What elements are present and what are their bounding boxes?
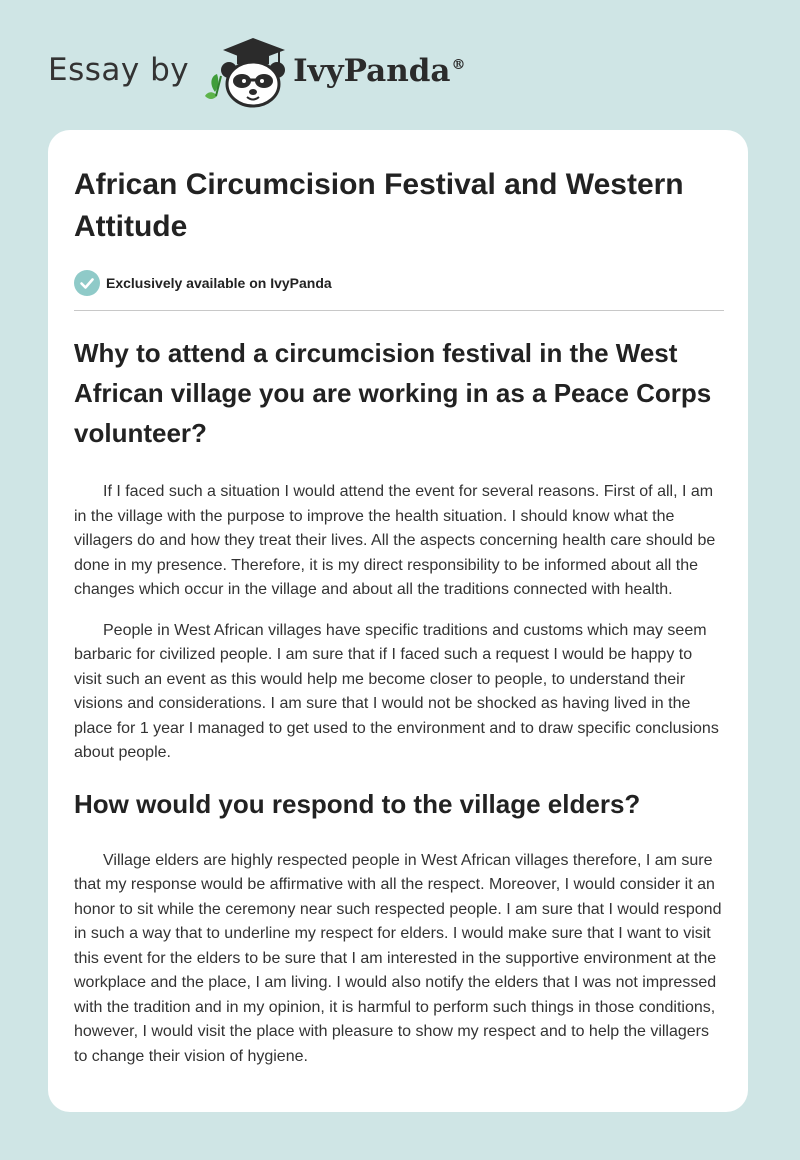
paragraph: People in West African villages have specific traditions and customs which may seem barbaric for civilized people. I am sure that if I faced such a request I would be happy to visit such an event as this would help me become closer to people, to understand their visions and considerations. I am sure that I would not be shocked as having lived in the place for 1 year I managed to get used to the environment and to draw specific conclusions about people.: [74, 621, 719, 761]
essay-content: [74, 164, 724, 1069]
essay-by-label: Essay by: [48, 52, 190, 88]
exclusive-badge-label: Exclusively available on IvyPanda: [106, 275, 332, 291]
check-circle-icon: [74, 270, 100, 296]
panda-graduate-icon[interactable]: [203, 34, 289, 110]
section-heading-respond-elders: How would you respond to the village elders?: [74, 788, 641, 819]
page-title: African Circumcision Festival and Western Attitude: [74, 168, 684, 243]
brand-name[interactable]: IvyPanda®: [293, 53, 466, 89]
registered-mark: ®: [451, 57, 466, 73]
section-heading-why-attend: Why to attend a circumcision festival in the West African village you are working in as a Peace Corps volunteer?: [74, 338, 712, 448]
site-header: [48, 34, 508, 110]
title-divider: [74, 310, 724, 311]
exclusive-badge: [74, 270, 724, 296]
paragraph: Village elders are highly respected people in West African villages therefore, I am sure that my response would be affirmative with all the respect. Moreover, I would consider it an honor to sit while the ceremony near such respected people. I am sure that I would respond in such a way that to underline my respect for elders. I would make sure that I want to visit this event for the elders to be sure that I am interested in the supportive environment at the workplace and the place, I am living. I would also notify the elders that I was not impressed with the tradition and in my opinion, it is harmful to perform such things in those conditions, however, I would visit the place with pleasure to show my respect and to help the villagers to change their vision of hygiene.: [74, 851, 722, 1065]
paragraph: If I faced such a situation I would attend the event for several reasons. First of all, I am in the village with the purpose to improve the health situation. I should know what the villagers do and how they treat their lives. All the aspects concerning health care should be done in my presence. Therefore, it is my direct responsibility to be informed about all the changes which occur in the village and about all the traditions connected with health.: [74, 483, 716, 598]
essay-card: [48, 130, 748, 1112]
